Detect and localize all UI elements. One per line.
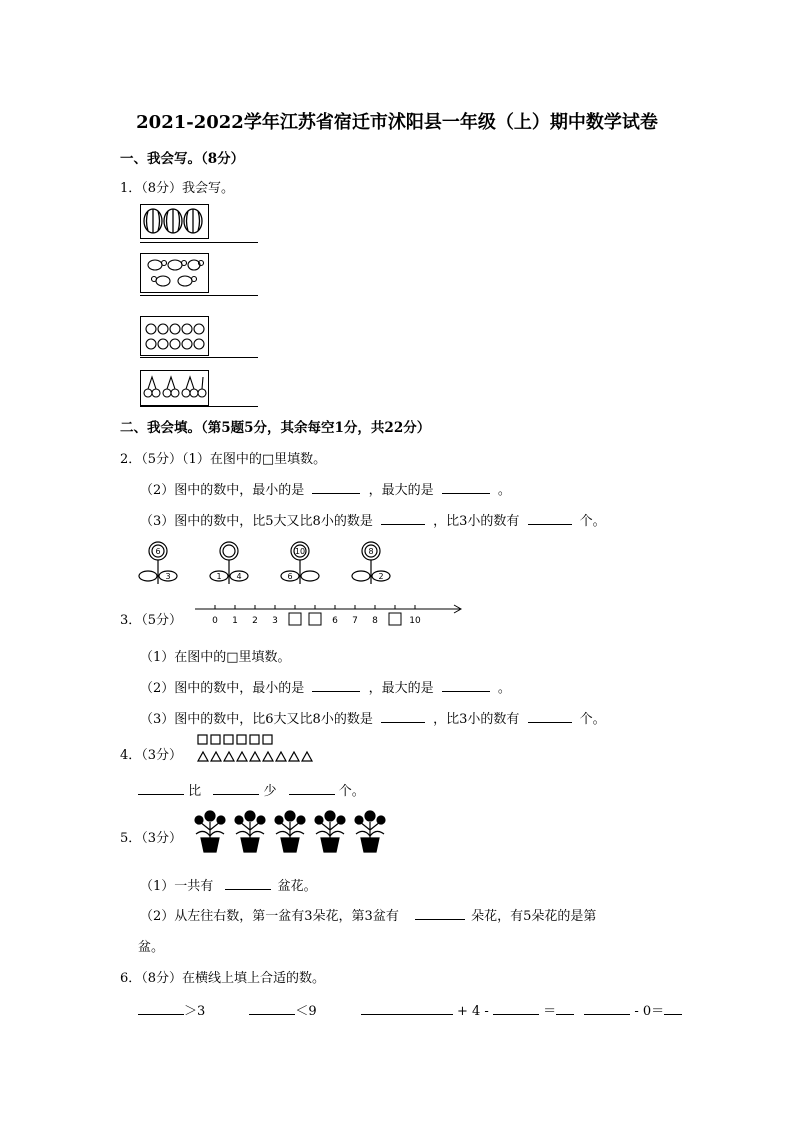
watermelon-picture xyxy=(140,204,209,239)
flower-left-number: 1 xyxy=(216,572,222,581)
q6-blank-gt[interactable] xyxy=(138,1002,184,1015)
number-line-box xyxy=(389,613,401,625)
number-line-label: 0 xyxy=(212,616,218,626)
flower-bloom xyxy=(285,811,295,821)
q4-blank-3[interactable] xyxy=(289,782,335,795)
q2-part3: （3）图中的数中，比5大又比8小的数是 ，比3小的数有 个。 xyxy=(140,514,606,529)
q4-blank-2[interactable] xyxy=(213,782,259,795)
flower-center-number: 10 xyxy=(294,547,306,556)
q3-part2: （2）图中的数中，最小的是 ，最大的是 。 xyxy=(140,681,511,696)
q3-part1: （1）在图中的□里填数。 xyxy=(140,650,291,665)
q6-row: ＞3 ＜9 + 4 - ＝ - 0＝ xyxy=(138,1000,682,1019)
q6-blank-add[interactable] xyxy=(361,1002,453,1015)
q5-part1: （1）一共有 盆花。 xyxy=(140,879,317,894)
flower-center-number: 6 xyxy=(155,547,161,556)
turtle-picture xyxy=(140,253,209,293)
square-shape xyxy=(237,735,246,744)
triangle-shape xyxy=(250,752,260,761)
section2-heading: 二、我会填。（第5题5分，其余每空1分，共22分） xyxy=(120,420,431,436)
turtle-icon xyxy=(141,254,207,291)
number-line xyxy=(195,600,465,628)
flower-leaf-left xyxy=(139,571,157,581)
q2-stem: 2．（5分）（1）在图中的□里填数。 xyxy=(120,452,327,467)
flower-bloom xyxy=(195,816,203,824)
section1-heading: 一、我会写。（8分） xyxy=(120,151,245,167)
square-shape xyxy=(263,735,272,744)
square-shape xyxy=(250,735,259,744)
q6-blank-minus0[interactable] xyxy=(584,1002,630,1015)
pot-shape xyxy=(201,838,219,852)
flower-bloom xyxy=(245,811,255,821)
flower-bloom xyxy=(257,816,265,824)
flower-bloom xyxy=(235,816,243,824)
pot-shape xyxy=(281,838,299,852)
q4-blank-1[interactable] xyxy=(138,782,184,795)
number-line-label: 1 xyxy=(232,616,238,626)
flowers-figure xyxy=(136,538,396,588)
chick-icon xyxy=(141,317,207,354)
q2-blank-between[interactable] xyxy=(381,512,425,525)
flower-pots-figure xyxy=(190,808,395,858)
flower-leaf-right xyxy=(301,571,319,581)
flower-center xyxy=(223,545,235,557)
flower-bloom xyxy=(365,811,375,821)
q1-answer-line-4[interactable] xyxy=(140,406,258,407)
flower-center-number: 8 xyxy=(368,547,374,556)
number-line-label: 6 xyxy=(332,616,338,626)
q6-blank-result1[interactable] xyxy=(556,1002,574,1015)
triangle-shape xyxy=(224,752,234,761)
q3-part3: （3）图中的数中，比6大又比8小的数是 ，比3小的数有 个。 xyxy=(140,712,606,727)
q1-answer-line-3[interactable] xyxy=(140,357,258,358)
triangle-shape xyxy=(211,752,221,761)
triangle-shape xyxy=(289,752,299,761)
triangle-shape xyxy=(263,752,273,761)
pot-shape xyxy=(361,838,379,852)
cherry-icon xyxy=(141,371,207,404)
chick-picture xyxy=(140,316,209,356)
q4-answer-row: 比 少 个。 xyxy=(138,780,365,799)
square-shape xyxy=(198,735,207,744)
q5-part2: （2）从左往右数，第一盆有3朵花，第3盆有 朵花，有5朵花的是第 xyxy=(140,909,597,924)
q2-part2: （2）图中的数中，最小的是 ，最大的是 。 xyxy=(140,483,511,498)
q6-stem: 6．（8分）在横线上填上合适的数。 xyxy=(120,971,326,986)
q3-blank-max[interactable] xyxy=(442,679,490,692)
flower-bloom xyxy=(297,816,305,824)
q4-stem: 4．（3分） xyxy=(120,748,183,763)
number-line-label: 8 xyxy=(372,616,378,626)
q6-blank-sub[interactable] xyxy=(493,1002,539,1015)
q5-stem: 5．（3分） xyxy=(120,831,183,846)
flower-right-number: 4 xyxy=(236,572,242,581)
cherry-picture xyxy=(140,370,209,406)
watermelon-icon xyxy=(141,205,207,237)
q5-part2-cont: 盆。 xyxy=(138,940,165,955)
page-title: 2021-2022学年江苏省宿迁市沭阳县一年级（上）期中数学试卷 xyxy=(136,112,658,133)
number-line-label: 3 xyxy=(272,616,278,626)
flower-bloom xyxy=(377,816,385,824)
pot-shape xyxy=(241,838,259,852)
q3-blank-min[interactable] xyxy=(312,679,360,692)
pot-shape xyxy=(321,838,339,852)
q6-blank-result2[interactable] xyxy=(664,1002,682,1015)
q6-blank-lt[interactable] xyxy=(249,1002,295,1015)
flower-bloom xyxy=(355,816,363,824)
number-line-label: 2 xyxy=(252,616,258,626)
flower-bloom xyxy=(325,811,335,821)
q2-blank-max[interactable] xyxy=(442,481,490,494)
q5-blank-third[interactable] xyxy=(415,907,465,920)
q5-blank-total[interactable] xyxy=(225,877,271,890)
flower-left-number: 6 xyxy=(287,572,293,581)
square-shape xyxy=(224,735,233,744)
q2-blank-count[interactable] xyxy=(528,512,572,525)
q2-blank-min[interactable] xyxy=(312,481,360,494)
triangle-shape xyxy=(237,752,247,761)
flower-right-number: 3 xyxy=(165,572,171,581)
triangle-shape xyxy=(302,752,312,761)
number-line-box xyxy=(289,613,301,625)
q1-stem: 1．（8分）我会写。 xyxy=(120,181,235,196)
flower-bloom xyxy=(315,816,323,824)
q3-stem: 3．（5分） xyxy=(120,613,183,628)
q3-blank-between[interactable] xyxy=(381,710,425,723)
triangle-shape xyxy=(276,752,286,761)
flower-bloom xyxy=(275,816,283,824)
square-shape xyxy=(211,735,220,744)
number-line-label: 10 xyxy=(409,616,421,626)
triangle-shape xyxy=(198,752,208,761)
flower-bloom xyxy=(217,816,225,824)
number-line-label: 7 xyxy=(352,616,358,626)
q1-answer-line-1[interactable] xyxy=(140,242,258,243)
number-line-box xyxy=(309,613,321,625)
flower-bloom xyxy=(205,811,215,821)
flower-bloom xyxy=(337,816,345,824)
q1-answer-line-2[interactable] xyxy=(140,295,258,296)
q3-blank-count[interactable] xyxy=(528,710,572,723)
shapes-figure xyxy=(196,733,326,765)
flower-leaf-left xyxy=(352,571,370,581)
flower-right-number: 2 xyxy=(378,572,384,581)
